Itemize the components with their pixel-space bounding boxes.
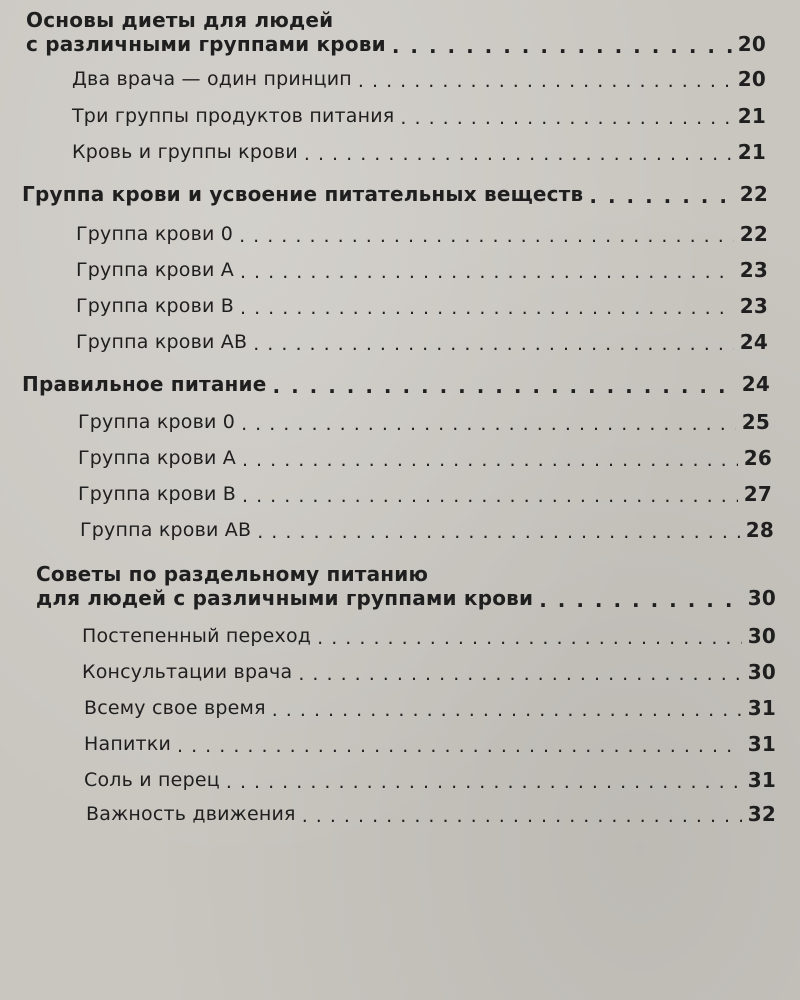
toc-page-number: 24 [741, 372, 770, 396]
dot-leader [240, 298, 734, 318]
toc-page-number: 30 [747, 624, 776, 648]
toc-subsection-row[interactable] [76, 222, 768, 246]
toc-subsection-title: Кровь и группы крови [72, 141, 298, 163]
dot-leader [226, 772, 742, 792]
toc-section-title: для людей с различными группами крови [36, 586, 534, 610]
toc-page-number: 24 [739, 330, 768, 354]
toc-subsection-title: Два врача — один принцип [72, 68, 352, 90]
toc-subsection-title: Группа крови А [78, 447, 236, 469]
toc-subsection-row[interactable] [72, 67, 766, 91]
dot-leader [298, 664, 741, 684]
toc-page-number: 32 [747, 802, 776, 826]
toc-subsection-title: Группа крови В [76, 295, 235, 317]
toc-subsection-title: Группа крови А [76, 259, 234, 281]
toc-subsection-title: Консультации врача [82, 661, 293, 683]
toc-section-row[interactable] [22, 372, 770, 396]
dot-leader [589, 186, 733, 206]
toc-page-number: 31 [747, 696, 776, 720]
toc-page-number: 22 [739, 222, 768, 246]
toc-subsection-row[interactable] [76, 294, 768, 318]
toc-subsection-title: Группа крови 0 [76, 223, 234, 245]
toc-page-number: 21 [737, 104, 766, 128]
toc-section-title: Правильное питание [22, 372, 267, 396]
dot-leader [400, 108, 731, 128]
toc-page-number: 25 [741, 410, 770, 434]
toc-subsection-row[interactable] [84, 768, 776, 792]
dot-leader [358, 71, 732, 91]
dot-leader [241, 414, 736, 434]
toc-page-number: 23 [739, 294, 768, 318]
toc-page-number: 30 [747, 660, 776, 684]
toc-subsection-row[interactable] [80, 518, 774, 542]
toc-subsection-title: Три группы продуктов питания [72, 105, 395, 127]
dot-leader [304, 144, 732, 164]
dot-leader [392, 36, 732, 56]
toc-page-number: 23 [739, 258, 768, 282]
toc-page-number: 26 [743, 446, 772, 470]
toc-page-number: 30 [747, 586, 776, 610]
toc-subsection-row[interactable] [78, 410, 770, 434]
dot-leader [239, 226, 734, 246]
dot-leader [317, 628, 742, 648]
toc-subsection-title: Группа крови АВ [80, 519, 252, 541]
toc-subsection-title: Напитки [84, 733, 171, 755]
toc-subsection-row[interactable] [86, 802, 776, 826]
dot-leader [272, 700, 742, 720]
toc-subsection-title: Важность движения [86, 803, 296, 825]
toc-subsection-row[interactable] [76, 258, 768, 282]
dot-leader [257, 522, 740, 542]
toc-subsection-row[interactable] [82, 660, 776, 684]
toc-page-number: 21 [737, 140, 766, 164]
dot-leader [240, 262, 734, 282]
toc-section-title-line1: Основы диеты для людей [26, 8, 334, 32]
dot-leader [273, 376, 736, 396]
dot-leader [177, 736, 742, 756]
toc-section-row[interactable] [26, 32, 766, 56]
toc-subsection-title: Постепенный переход [82, 625, 312, 647]
toc-page-number: 20 [737, 32, 766, 56]
toc-subsection-title: Группа крови АВ [76, 331, 248, 353]
toc-page-number: 27 [743, 482, 772, 506]
toc-subsection-row[interactable] [84, 696, 776, 720]
toc-page-number: 31 [747, 768, 776, 792]
toc-subsection-row[interactable] [82, 624, 776, 648]
toc-subsection-title: Всему свое время [84, 697, 266, 719]
toc-page-number: 28 [745, 518, 774, 542]
toc-subsection-row[interactable] [72, 104, 766, 128]
toc-subsection-row[interactable] [78, 482, 772, 506]
toc-page-number: 31 [747, 732, 776, 756]
toc-page-number: 20 [737, 67, 766, 91]
toc-section-row[interactable] [36, 586, 776, 610]
dot-leader [253, 334, 734, 354]
toc-subsection-row[interactable] [76, 330, 768, 354]
toc-subsection-title: Группа крови В [78, 483, 237, 505]
dot-leader [242, 450, 738, 470]
toc-section-row[interactable] [22, 182, 768, 206]
dot-leader [302, 806, 742, 826]
dot-leader [242, 486, 738, 506]
toc-subsection-row[interactable] [84, 732, 776, 756]
toc-page-number: 22 [739, 182, 768, 206]
toc-section-title: Группа крови и усвоение питательных веществ [22, 182, 584, 206]
toc-subsection-title: Соль и перец [84, 769, 220, 791]
toc-section-title-line1: Советы по раздельному питанию [36, 562, 429, 586]
toc-section-title: с различными группами крови [26, 32, 386, 56]
toc-subsection-title: Группа крови 0 [78, 411, 236, 433]
toc-subsection-row[interactable] [72, 140, 766, 164]
dot-leader [539, 590, 742, 610]
toc-subsection-row[interactable] [78, 446, 772, 470]
